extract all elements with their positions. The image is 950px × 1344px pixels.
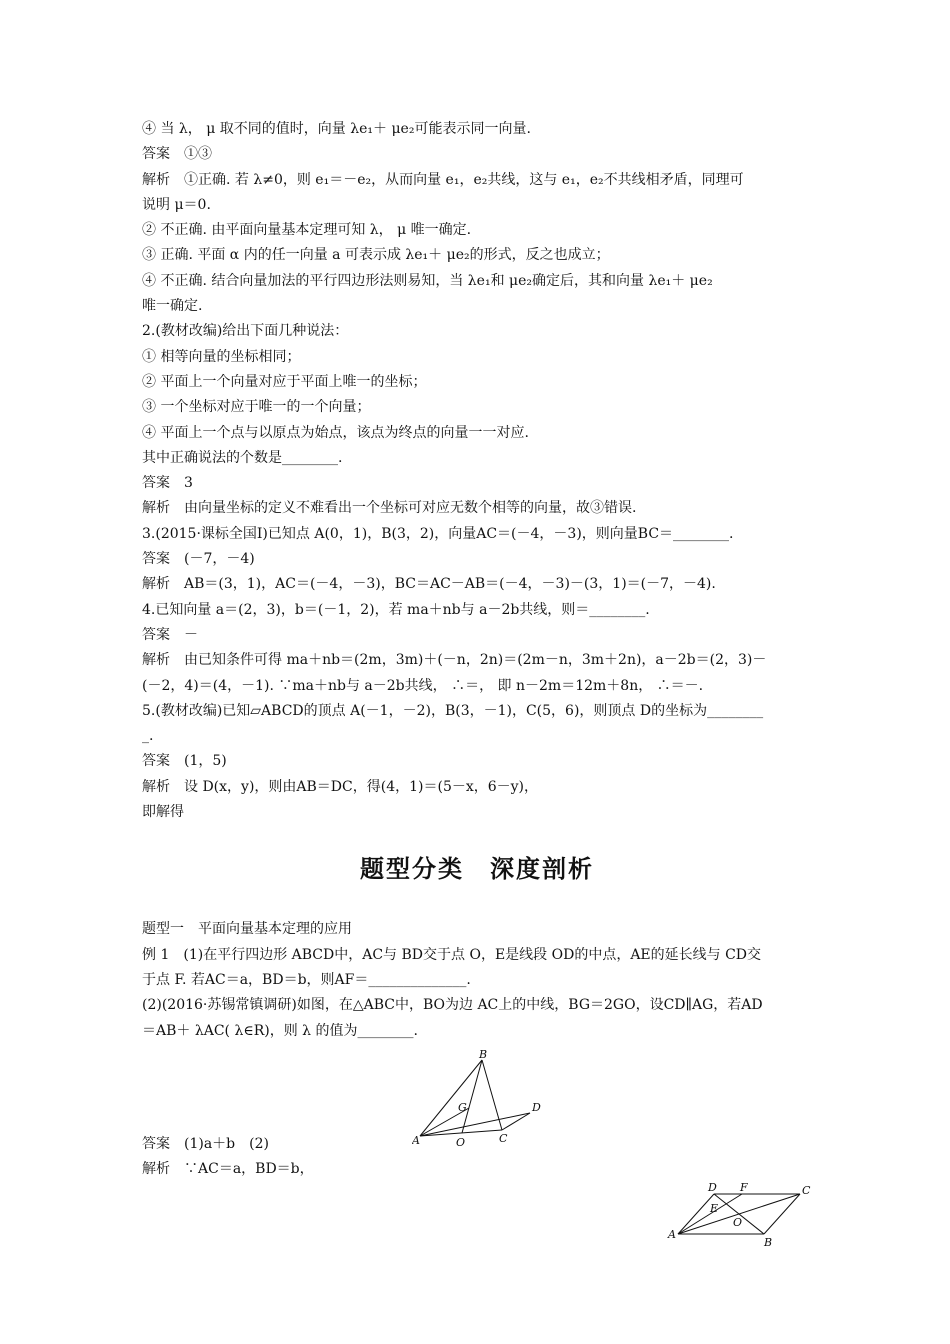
text-line: ② 平面上一个向量对应于平面上唯一的坐标；	[142, 373, 427, 390]
text-line: ④ 当 λ， μ 取不同的值时，向量 λe₁＋ μe₂可能表示同一向量.	[142, 121, 531, 137]
label-d: D	[532, 1101, 541, 1114]
answer-line: 答案 (1)a＋b (2)	[142, 1135, 269, 1152]
document-page	[142, 117, 812, 1182]
label-c: C	[499, 1132, 508, 1145]
text-line: (2)(2016·苏锡常镇调研)如图，在△ABC中，BO为边 AC上的中线，BG＝2GO，设CD∥AG，若AD	[142, 997, 763, 1014]
section-heading: 题型分类 深度剖析	[360, 855, 594, 884]
text-line: ＝AB＋ λAC( λ∈R)，则 λ 的值为________.	[142, 1022, 418, 1039]
answer-line: 答案 (1，5)	[142, 753, 227, 770]
text-line: 解析 由向量坐标的定义不难看出一个坐标可对应无数个相等的向量，故③错误.	[142, 500, 637, 517]
text-line: 说明 μ＝0.	[142, 196, 211, 213]
label-a: A	[668, 1228, 676, 1241]
parallelogram-figure	[666, 1180, 816, 1250]
text-line: 解析 ①正确. 若 λ≠0，则 e₁＝－e₂，从而向量 e₁，e₂共线，这与 e₁，e₂不共线相矛盾，同理可	[142, 171, 744, 188]
text-line: ④ 不正确. 结合向量加法的平行四边形法则易知，当 λe₁和 μe₂确定后，其和向量 λe₁＋ μe₂	[142, 272, 713, 289]
label-d: D	[708, 1181, 717, 1194]
label-e: E	[710, 1202, 719, 1215]
question-5: 5.(教材改编)已知▱ABCD的顶点 A(－1，－2)，B(3，－1)，C(5，6)，则顶点 D的坐标为________	[142, 702, 764, 719]
text-line: (－2，4)＝(4，－1). ∵ma＋nb与 a－2b共线， ∴＝， 即 n－2m＝12m＋8n， ∴＝－.	[142, 677, 704, 694]
text-line: ② 不正确. 由平面向量基本定理可知 λ， μ 唯一确定.	[142, 222, 472, 239]
label-a: A	[412, 1134, 420, 1147]
label-o: O	[733, 1216, 743, 1229]
segment-bo	[462, 1060, 482, 1133]
answer-line: 答案 ①③	[142, 146, 212, 163]
text-line: ③ 一个坐标对应于唯一的一个向量；	[142, 399, 371, 416]
text-line: _.	[142, 728, 154, 745]
label-b: B	[479, 1050, 488, 1061]
text-line: 解析 ∵AC＝a，BD＝b，	[142, 1161, 314, 1178]
triangle-figure	[412, 1050, 552, 1150]
question-2: 2.(教材改编)给出下面几种说法：	[142, 323, 349, 340]
question-3: 3.(2015·课标全国Ⅰ)已知点 A(0，1)，B(3，2)，向量AC＝(－4，－3)，则向量BC＝________.	[142, 525, 734, 542]
text-line: 其中正确说法的个数是________.	[142, 449, 343, 466]
text-line: ③ 正确. 平面 α 内的任一向量 a 可表示成 λe₁＋ μe₂的形式，反之也成立；	[142, 247, 610, 264]
answer-line: 答案 (－7，－4)	[142, 551, 255, 568]
answer-line: 答案 －	[142, 626, 198, 643]
question-4: 4.已知向量 a＝(2，3)，b＝(－1，2)，若 ma＋nb与 a－2b共线，则＝________.	[142, 601, 650, 618]
example-1: 例 1 (1)在平行四边形 ABCD中，AC与 BD交于点 O，E是线段 OD的中点，AE的延长线与 CD交	[142, 946, 762, 963]
text-line: 解析 由已知条件可得 ma＋nb＝(2m，3m)＋(－n，2n)＝(2m－n，3m＋2n)，a－2b＝(2，3)－	[142, 652, 767, 669]
label-f: F	[740, 1181, 748, 1194]
text-line: ④ 平面上一个点与以原点为始点，该点为终点的向量一一对应.	[142, 424, 529, 441]
text-line: 解析 设 D(x，y)，则由AB＝DC，得(4，1)＝(5－x，6－y)，	[142, 778, 539, 795]
text-line: 于点 F. 若AC＝a，BD＝b，则AF＝______________.	[142, 971, 471, 988]
text-line: ① 相等向量的坐标相同；	[142, 348, 301, 365]
label-b: B	[764, 1236, 773, 1249]
text-line: 唯一确定.	[142, 298, 203, 315]
label-c: C	[802, 1184, 811, 1197]
answer-line: 答案 3	[142, 475, 193, 492]
text-line: 即解得	[142, 804, 184, 821]
text-line: 解析 AB＝(3，1)，AC＝(－4，－3)，BC＝AC－AB＝(－4，－3)－(3，1)＝(－7，－4).	[142, 576, 716, 593]
label-o: O	[456, 1136, 466, 1149]
label-g: G	[458, 1101, 467, 1114]
topic-title: 题型一 平面向量基本定理的应用	[142, 921, 352, 938]
